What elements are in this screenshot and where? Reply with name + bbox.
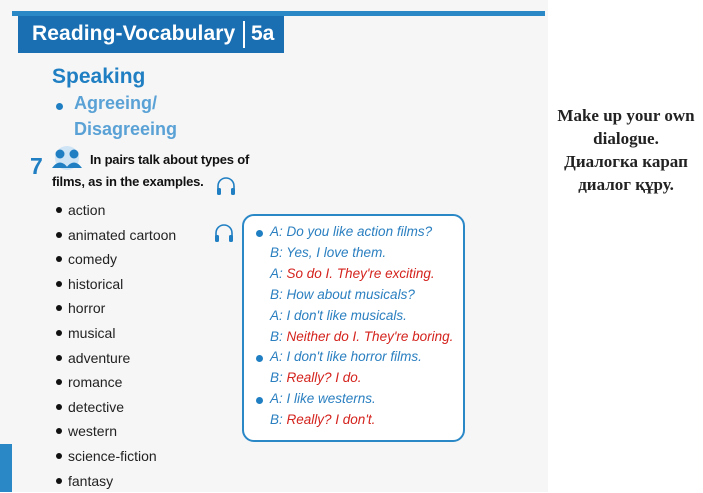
speaking-heading: Speaking bbox=[52, 65, 146, 88]
dialogue-line bbox=[270, 412, 375, 427]
unit-label: 5a bbox=[251, 22, 275, 45]
list-item: science-fiction bbox=[56, 444, 176, 469]
task-note bbox=[549, 104, 703, 196]
dialogue-line bbox=[270, 245, 386, 260]
speaker-label: B: bbox=[270, 370, 287, 386]
dialogue-bullet bbox=[256, 230, 263, 237]
speaker-label: A: bbox=[270, 224, 287, 239]
film-type-list bbox=[56, 198, 176, 493]
note-line: Диалогка карап bbox=[564, 152, 688, 171]
list-item: horror bbox=[56, 296, 176, 321]
dialogue-line bbox=[270, 370, 362, 385]
list-item: detective bbox=[56, 395, 176, 420]
list-item: romance bbox=[56, 370, 176, 395]
instruction-line-1: In pairs talk about types of bbox=[90, 152, 250, 167]
dialogue-text: Do you like action films? bbox=[286, 224, 433, 239]
speaker-label: A: bbox=[270, 307, 287, 323]
list-item: action bbox=[56, 198, 176, 223]
page-edge-strip bbox=[0, 444, 12, 492]
topic-bullet bbox=[56, 103, 63, 110]
pair-work-icon bbox=[46, 144, 88, 170]
dialogue-text: I don't like musicals. bbox=[286, 307, 407, 323]
topic-line-1: Agreeing/ bbox=[74, 93, 158, 113]
speaker-label: A: bbox=[270, 349, 287, 365]
list-item: western bbox=[56, 419, 176, 444]
exercise-number: 7 bbox=[30, 153, 43, 179]
dialogue-text: They're exciting. bbox=[333, 265, 435, 281]
header-divider bbox=[243, 21, 245, 48]
topic-line-2: Disagreeing bbox=[74, 119, 178, 139]
dialogue-line bbox=[270, 266, 435, 281]
list-item: animated cartoon bbox=[56, 223, 176, 248]
dialogue-line bbox=[270, 308, 407, 323]
list-item: fantasy bbox=[56, 469, 176, 493]
agree-disagree-phrase: Really? I don't. bbox=[286, 412, 376, 428]
speaker-label: B: bbox=[270, 286, 287, 302]
section-title: Reading-Vocabulary bbox=[32, 22, 236, 45]
agree-disagree-phrase: Really? I do. bbox=[286, 370, 362, 386]
note-line: диалог құру. bbox=[578, 175, 674, 194]
dialogue-text: How about musicals? bbox=[286, 286, 415, 302]
dialogue-line bbox=[270, 391, 376, 406]
speaker-label: B: bbox=[270, 244, 287, 260]
headphones-icon[interactable] bbox=[212, 222, 236, 246]
dialogue-line bbox=[270, 349, 422, 364]
list-item: historical bbox=[56, 272, 176, 297]
dialogue-line bbox=[270, 287, 415, 302]
headphones-icon[interactable] bbox=[214, 175, 238, 199]
dialogue-text: I don't like horror films. bbox=[286, 349, 422, 365]
agree-disagree-phrase: Neither do I. bbox=[286, 328, 361, 344]
dialogue-text: Yes, I love them. bbox=[286, 244, 387, 260]
dialogue-line bbox=[270, 329, 453, 344]
speaker-label: A: bbox=[270, 265, 287, 281]
list-item: comedy bbox=[56, 247, 176, 272]
list-item: adventure bbox=[56, 346, 176, 371]
agree-disagree-phrase: So do I. bbox=[286, 265, 334, 281]
instruction-line-2: films, as in the examples. bbox=[52, 174, 204, 189]
list-item: musical bbox=[56, 321, 176, 346]
speaker-label: B: bbox=[270, 328, 287, 344]
dialogue-text: I like westerns. bbox=[286, 391, 376, 407]
speaker-label: A: bbox=[270, 391, 287, 407]
speaker-label: B: bbox=[270, 412, 287, 428]
note-line: dialogue. bbox=[593, 129, 659, 148]
note-line: Make up your own bbox=[557, 106, 695, 125]
dialogue-text: They're boring. bbox=[360, 328, 454, 344]
dialogue-line bbox=[270, 224, 432, 239]
